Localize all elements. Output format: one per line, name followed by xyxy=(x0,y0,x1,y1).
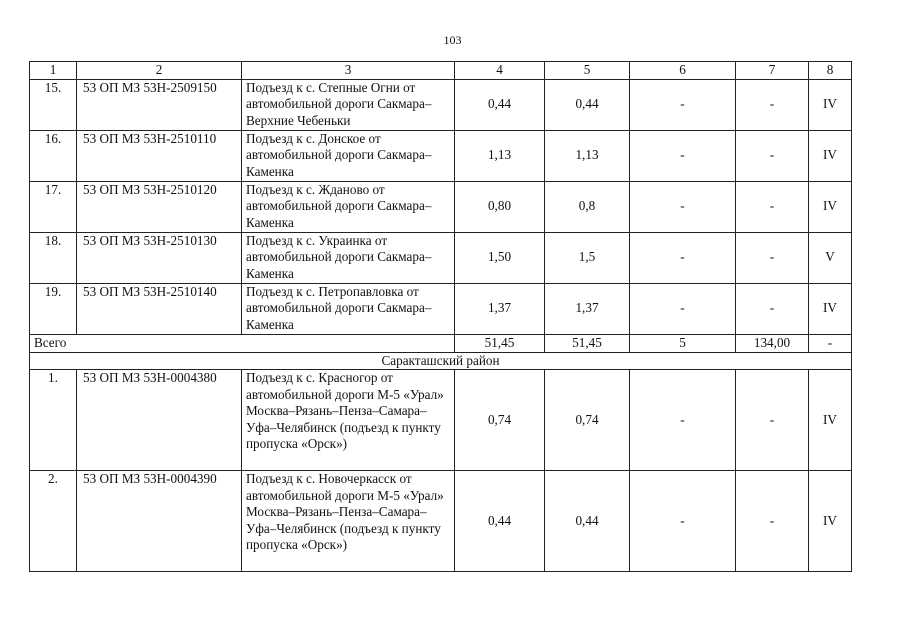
table-row xyxy=(30,181,852,232)
total-col8: - xyxy=(809,334,852,352)
row-number: 2. xyxy=(30,471,77,572)
total-col5: 51,45 xyxy=(545,334,630,352)
cell-col7: - xyxy=(736,471,809,572)
total-col7: 134,00 xyxy=(736,334,809,352)
total-col4: 51,45 xyxy=(455,334,545,352)
row-number: 17. xyxy=(30,181,77,232)
road-name: Подъезд к с. Красногор от автомобильной дороги М-5 «Урал» Москва–Рязань–Пенза–Самара–Уфа–Челябинск (подъезд к пункту пропуска «Орск») xyxy=(242,370,455,471)
cell-col4: 1,13 xyxy=(455,130,545,181)
row-number: 15. xyxy=(30,79,77,130)
cell-col7: - xyxy=(736,232,809,283)
cell-col5: 1,37 xyxy=(545,283,630,334)
header-row xyxy=(30,62,852,80)
total-col6: 5 xyxy=(630,334,736,352)
section-title: Саракташский район xyxy=(30,352,852,370)
cell-col6: - xyxy=(630,370,736,471)
row-number: 1. xyxy=(30,370,77,471)
header-cell: 1 xyxy=(30,62,77,80)
cell-col6: - xyxy=(630,283,736,334)
cell-col6: - xyxy=(630,471,736,572)
road-code: 53 ОП МЗ 53Н-0004380 xyxy=(77,370,242,471)
cell-col5: 1,5 xyxy=(545,232,630,283)
cell-col8: IV xyxy=(809,181,852,232)
cell-col8: IV xyxy=(809,79,852,130)
roads-table xyxy=(29,61,852,572)
cell-col6: - xyxy=(630,130,736,181)
cell-col6: - xyxy=(630,232,736,283)
header-cell: 6 xyxy=(630,62,736,80)
table-row xyxy=(30,130,852,181)
table-row xyxy=(30,471,852,572)
cell-col7: - xyxy=(736,283,809,334)
road-name: Подъезд к с. Жданово от автомобильной дороги Сакмара–Каменка xyxy=(242,181,455,232)
table-row xyxy=(30,79,852,130)
cell-col8: V xyxy=(809,232,852,283)
cell-col4: 0,74 xyxy=(455,370,545,471)
table-row xyxy=(30,283,852,334)
table-row xyxy=(30,232,852,283)
cell-col8: IV xyxy=(809,283,852,334)
cell-col7: - xyxy=(736,370,809,471)
cell-col8: IV xyxy=(809,370,852,471)
cell-col7: - xyxy=(736,79,809,130)
cell-col5: 0,44 xyxy=(545,79,630,130)
cell-col6: - xyxy=(630,181,736,232)
cell-col5: 0,44 xyxy=(545,471,630,572)
road-code: 53 ОП МЗ 53Н-2509150 xyxy=(77,79,242,130)
header-cell: 8 xyxy=(809,62,852,80)
row-number: 18. xyxy=(30,232,77,283)
cell-col4: 1,37 xyxy=(455,283,545,334)
header-cell: 7 xyxy=(736,62,809,80)
header-cell: 3 xyxy=(242,62,455,80)
road-name: Подъезд к с. Новочеркасск от автомобильной дороги М-5 «Урал» Москва–Рязань–Пенза–Самара–Уфа–Челябинск (подъезд к пункту пропуска «Орск») xyxy=(242,471,455,572)
cell-col5: 0,8 xyxy=(545,181,630,232)
cell-col8: IV xyxy=(809,130,852,181)
cell-col7: - xyxy=(736,181,809,232)
cell-col5: 1,13 xyxy=(545,130,630,181)
road-name: Подъезд к с. Степные Огни от автомобильной дороги Сакмара–Верхние Чебеньки xyxy=(242,79,455,130)
cell-col4: 1,50 xyxy=(455,232,545,283)
cell-col4: 0,80 xyxy=(455,181,545,232)
header-cell: 5 xyxy=(545,62,630,80)
total-label: Всего xyxy=(30,334,455,352)
road-code: 53 ОП МЗ 53Н-2510110 xyxy=(77,130,242,181)
cell-col4: 0,44 xyxy=(455,79,545,130)
cell-col8: IV xyxy=(809,471,852,572)
road-name: Подъезд к с. Донское от автомобильной дороги Сакмара–Каменка xyxy=(242,130,455,181)
row-number: 16. xyxy=(30,130,77,181)
header-cell: 4 xyxy=(455,62,545,80)
cell-col7: - xyxy=(736,130,809,181)
road-name: Подъезд к с. Украинка от автомобильной дороги Сакмара–Каменка xyxy=(242,232,455,283)
road-code: 53 ОП МЗ 53Н-0004390 xyxy=(77,471,242,572)
row-number: 19. xyxy=(30,283,77,334)
cell-col4: 0,44 xyxy=(455,471,545,572)
table-row xyxy=(30,370,852,471)
page-number: 103 xyxy=(443,33,462,47)
road-code: 53 ОП МЗ 53Н-2510130 xyxy=(77,232,242,283)
total-row xyxy=(30,334,852,352)
road-code: 53 ОП МЗ 53Н-2510140 xyxy=(77,283,242,334)
road-name: Подъезд к с. Петропавловка от автомобильной дороги Сакмара–Каменка xyxy=(242,283,455,334)
header-cell: 2 xyxy=(77,62,242,80)
section-row xyxy=(30,352,852,370)
road-code: 53 ОП МЗ 53Н-2510120 xyxy=(77,181,242,232)
cell-col6: - xyxy=(630,79,736,130)
cell-col5: 0,74 xyxy=(545,370,630,471)
